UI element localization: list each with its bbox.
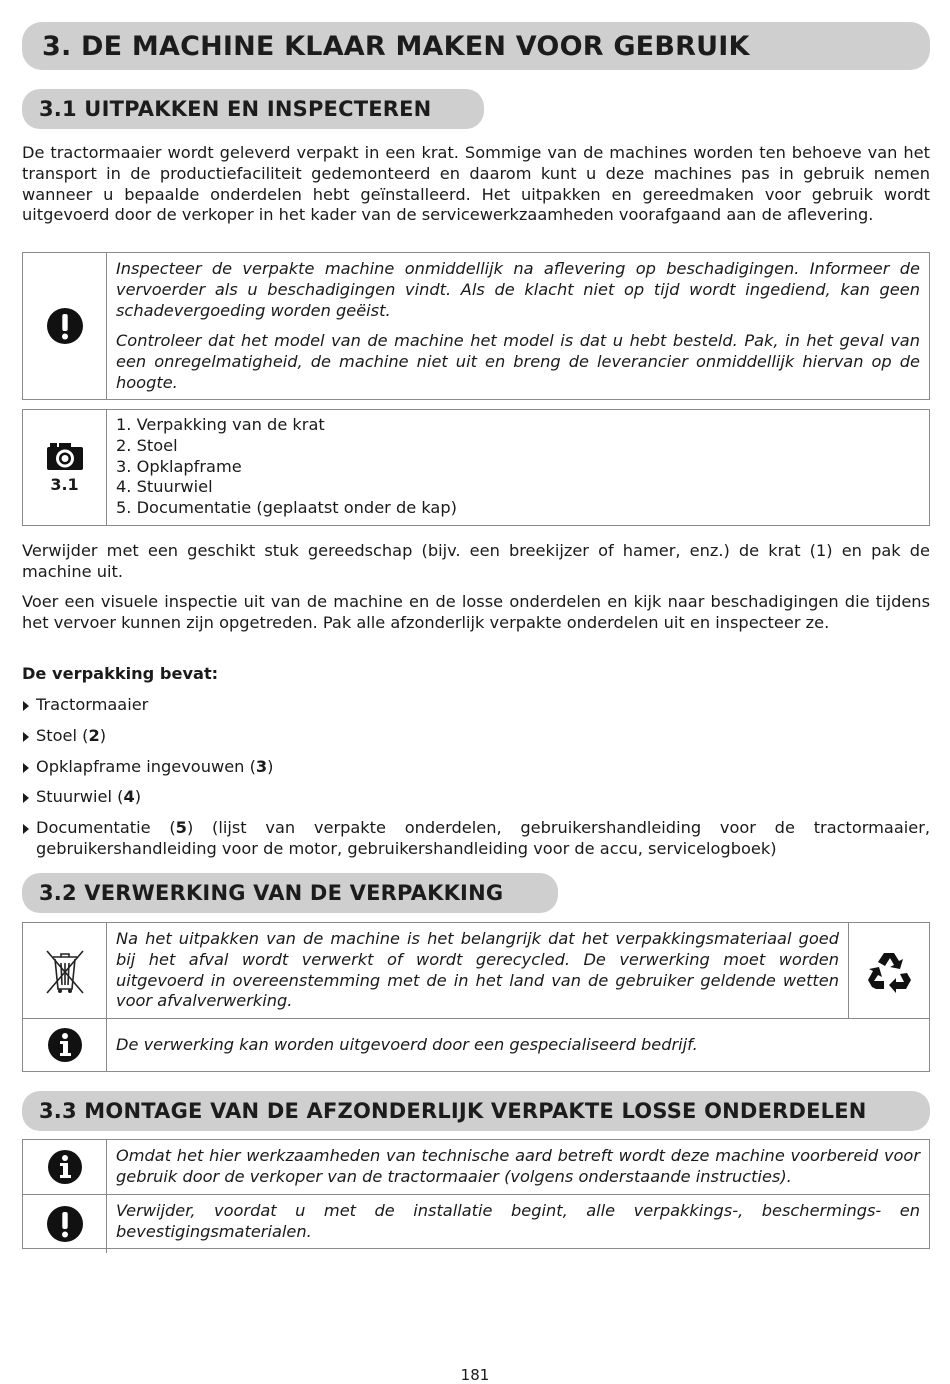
assembly-box [22,1139,930,1249]
figure-legend-item: 3. Opklapframe [116,456,242,476]
list-item-text: Opklapframe ingevouwen ( [36,757,256,776]
section-heading-3-1: 3.1 UITPAKKEN EN INSPECTEREN [22,89,484,129]
disposal-info-text-cell [107,1019,929,1071]
disposal-info-text: De verwerking kan worden uitgevoerd door een gespecialiseerd bedrijf. [116,1034,698,1054]
list-item-text: Documentatie ( [36,818,176,837]
exclamation-icon [46,1205,84,1243]
camera-icon [46,441,84,471]
crossed-bin-icon [43,947,87,995]
contents-heading: De verpakking bevat: [22,664,219,683]
assembly-warning-text-cell [107,1195,929,1253]
disposal-text: Na het uitpakken van de machine is het belangrijk dat het verpakkingsmateriaal goed bij het afval wordt verwerkt of wordt gerecycled. De verwerking moet worden uitgevoerd in overeenstemming met de in het land van de gebruiker geldende wetten voor afvalverwerking. [116,929,839,1011]
section-heading-3-3: 3.3 MONTAGE VAN DE AFZONDERLIJK VERPAKTE LOSSE ONDERDELEN [22,1091,930,1131]
disposal-box [22,922,930,1072]
disposal-row [23,923,929,1018]
list-item-number: 3 [255,757,268,776]
bullet-arrow-icon [23,763,29,773]
assembly-info-text-cell [107,1140,929,1194]
info-icon-cell [23,1140,107,1194]
disposal-info-row [23,1018,929,1071]
list-item [22,757,930,778]
info-icon [47,1149,83,1185]
list-item [22,818,930,860]
disposal-text-cell [107,923,848,1018]
bullet-arrow-icon [23,732,29,742]
intro-paragraph: De tractormaaier wordt geleverd verpakt in een krat. Sommige van de machines worden ten behoeve van het transport in de productiefaciliteit gedemonteerd en daarom kunt u deze machines pas in gebruik nemen wanneer u bepaalde onderdelen hebt geïnstalleerd. Het uitpakken en gereedmaken voor gebruik wordt uitgevoerd door de verkoper in het kader van de servicewerkzaamheden voorafgaand aan de aflevering. [22,143,930,225]
figure-legend [107,410,929,525]
list-item-number: 4 [123,787,135,806]
list-item-text: Tractormaaier [36,695,149,714]
warning-box [22,252,930,400]
figure-label: 3.1 [50,475,79,494]
list-item-text: Stuurwiel ( [36,787,124,806]
figure-legend-item: 4. Stuurwiel [116,477,213,497]
page-number: 181 [460,1366,490,1384]
list-item-text-after: ) (lijst van verpakte onderdelen, gebruikershandleiding voor de tractormaaier, gebruikershandleiding voor de motor, gebruikershandleiding voor de accu, servicelogboek) [36,818,930,858]
bullet-arrow-icon [23,824,29,834]
list-item-number: 5 [175,818,187,837]
assembly-info-text: Omdat het hier werkzaamheden van technische aard betreft wordt deze machine voorbereid voor gebruik door de verkoper van de tractormaaier (volgens onderstaande instructies). [116,1146,920,1186]
assembly-warning-row [23,1194,929,1253]
inspect-paragraph: Voer een visuele inspectie uit van de machine en de losse onderdelen en kijk naar beschadigingen die tijdens het vervoer kunnen zijn opgetreden. Pak alle afzonderlijk verpakte onderdelen uit en inspecteer ze. [22,592,930,632]
info-icon-cell [23,1019,107,1071]
list-item [22,726,930,747]
chapter-heading: 3. DE MACHINE KLAAR MAKEN VOOR GEBRUIK [22,22,930,70]
list-item-text-after: ) [267,757,274,776]
figure-legend-item: 2. Stoel [116,435,178,455]
bullet-arrow-icon [23,701,29,711]
assembly-warning-text: Verwijder, voordat u met de installatie begint, alle verpakkings-, beschermings- en bevestigingsmaterialen. [116,1201,920,1241]
warning-icon-cell [23,1195,107,1253]
list-item-text-after: ) [99,726,107,745]
assembly-info-row [23,1140,929,1194]
warning-text-cell [107,253,929,399]
list-item-text: Stoel ( [36,726,89,745]
bin-icon-cell [23,923,107,1018]
remove-paragraph: Verwijder met een geschikt stuk gereedschap (bijv. een breekijzer of hamer, enz.) de krat (1) en pak de machine uit. [22,541,930,581]
recycle-icon-cell [848,923,929,1018]
figure-legend-item: 1. Verpakking van de krat [116,415,325,434]
figure-legend-item: 5. Documentatie (geplaatst onder de kap) [116,498,457,518]
list-item-text-after: ) [134,787,142,806]
list-item [22,787,930,808]
list-item [22,695,930,716]
exclamation-icon [46,307,84,345]
figure-box [22,409,930,526]
list-item-number: 2 [88,726,100,745]
section-heading-3-2: 3.2 VERWERKING VAN DE VERPAKKING [22,873,558,913]
bullet-arrow-icon [23,793,29,803]
recycle-icon [866,949,912,993]
warning-icon-cell [23,253,107,399]
warning-text-2: Controleer dat het model van de machine het model is dat u hebt besteld. Pak, in het geval van een onregelmatigheid, de machine niet uit en breng de leverancier onmiddellijk hiervan op de hoogte. [116,331,920,392]
figure-icon-cell [23,410,107,525]
info-icon [47,1027,83,1063]
warning-text-1: Inspecteer de verpakte machine onmiddellijk na aflevering op beschadigingen. Informeer de vervoerder als u beschadigingen vindt. Als de klacht niet op tijd wordt ingediend, kan geen schadevergoeding worden geëist. [116,259,920,320]
